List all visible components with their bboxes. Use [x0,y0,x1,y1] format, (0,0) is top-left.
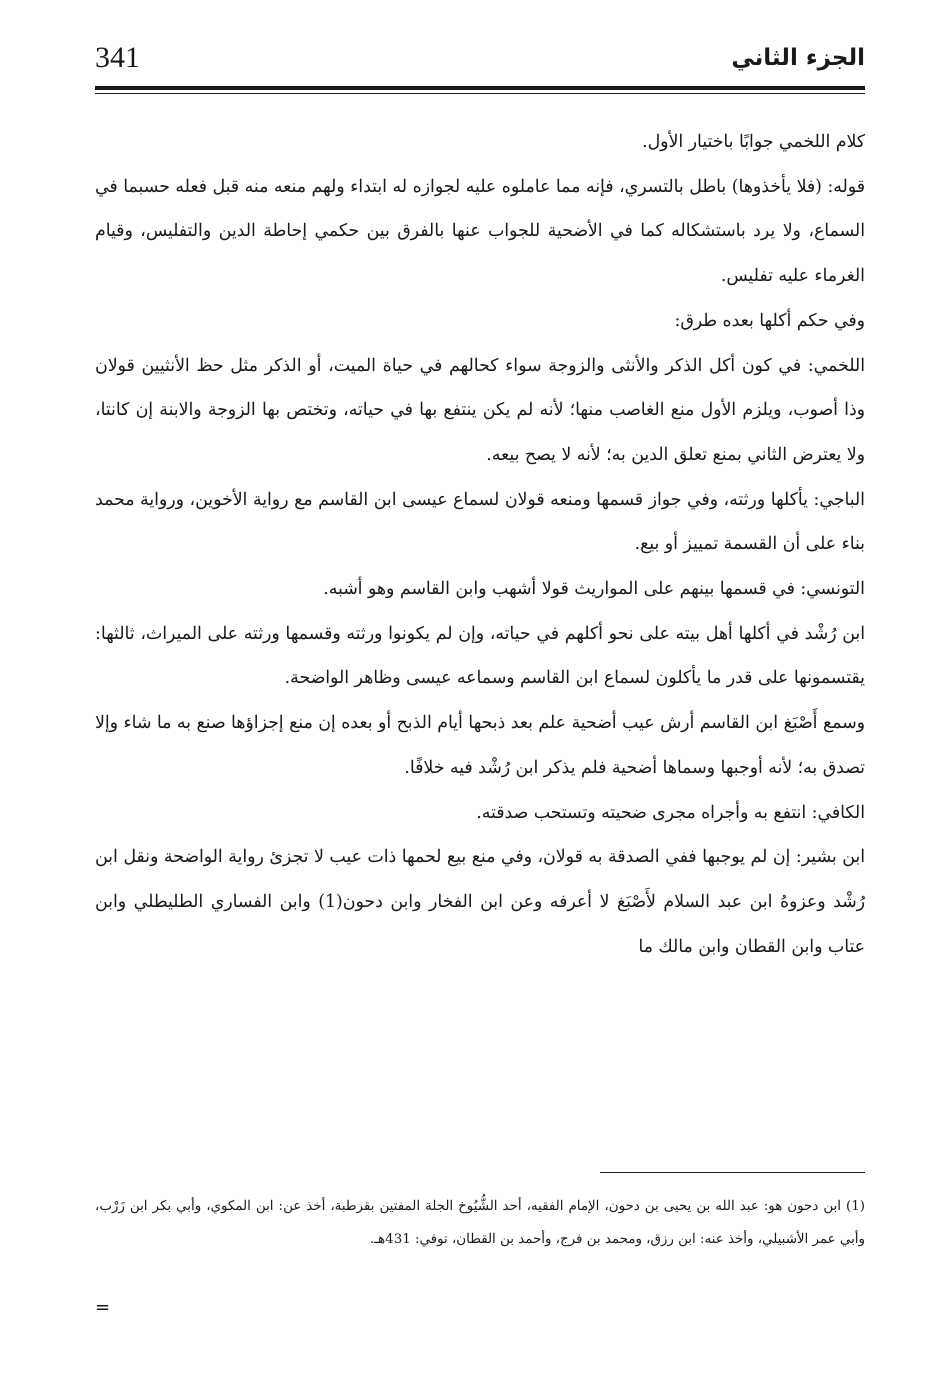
main-text [95,120,865,969]
paragraph: ابن رُشْد في أكلها أهل بيته على نحو أكلهم في حياته، وإن لم يكونوا ورثته وقسمها ورثته على الميراث، ثالثها: يقتسمونها على قدر ما يأكلون لسماع ابن القاسم وسماعه عيسى وظاهر الواضحة. [95,623,865,689]
paragraph: الباجي: يأكلها ورثته، وفي جواز قسمها ومنعه قولان لسماع عيسى ابن القاسم مع رواية الأخوين، ورواية محمد بناء على أن القسمة تمييز أو بيع. [95,489,865,555]
paragraph: وسمع أَصْبَغ ابن القاسم أرش عيب أضحية علم بعد ذبحها أيام الذبح أو بعده إن منع إجزاؤها صنع به ما شاء وإلا تصدق به؛ لأنه أوجبها وسماها أضحية فلم يذكر ابن رُشْد فيه خلافًا. [95,713,865,778]
footnote-separator [600,1172,865,1173]
running-title: الجزء الثاني [731,45,865,71]
paragraph: كلام اللخمي جوابًا باختيار الأول. [642,132,865,152]
page-header [95,38,865,86]
paragraph: وفي حكم أكلها بعده طرق: [674,310,865,331]
paragraph: التونسي: في قسمها بينهم على المواريث قولا أشهب وابن القاسم وهو أشبه. [323,579,865,600]
paragraph: ابن بشير: إن لم يوجبها ففي الصدقة به قولان، وفي منع بيع لحمها ذات عيب لا تجزئ رواية الواضحة ونقل ابن رُشْد وعزوهُ ابن عبد السلام لأَصْبَغ لا أعرفه وعن ابن الفخار وابن دحون(1) وابن الفساري الطليطلي وابن عتاب وابن القطان وابن مالك ما [95,847,865,957]
continuation-mark: = [95,1297,111,1318]
page-number: 341 [95,41,140,74]
header-rule-thick [95,86,865,90]
footnote-text: (1) ابن دحون هو: عبد الله بن يحيى بن دحون، الإمام الفقيه، أحد الشُّيُوخ الجلة المفتين بقرطبة، أخذ عن: ابن المكوي، وأبي بكر ابن زَرْب، وأبي عمر الأشبيلي، وأخذ عنه: ابن رزق، ومحمد بن فرج، وأحمد بن القطان، توفي: 431هـ. [95,1199,865,1247]
header-rule-thin [95,93,865,94]
footnote [95,1190,865,1256]
paragraph: اللخمي: في كون أكل الذكر والأنثى والزوجة سواء كحالهم في حياة الميت، أو الذكر مثل حظ الأنثيين قولان وذا أصوب، ويلزم الأول منع الغاصب منها؛ لأنه لم يكن ينتفع بها في حياته، وتختص بها الزوجة والابنة إن كانتا، ولا يعترض الثاني بمنع تعلق الدين به؛ لأنه لا يصح بيعه. [95,355,865,465]
paragraph: قوله: (فلا يأخذوها) باطل بالتسري، فإنه مما عاملوه عليه لجوازه له ابتداء ولهم منعه منه قبل فعله حسبما في السماع، ولا يرد باستشكاله كما في الأضحية للجواب عنها بالفرق بين حكمي إحاطة الدين والتفليس، وقيام الغرماء عليه تفليس. [95,176,865,287]
paragraph: الكافي: انتفع به وأجراه مجرى ضحيته وتستحب صدقته. [476,802,865,823]
